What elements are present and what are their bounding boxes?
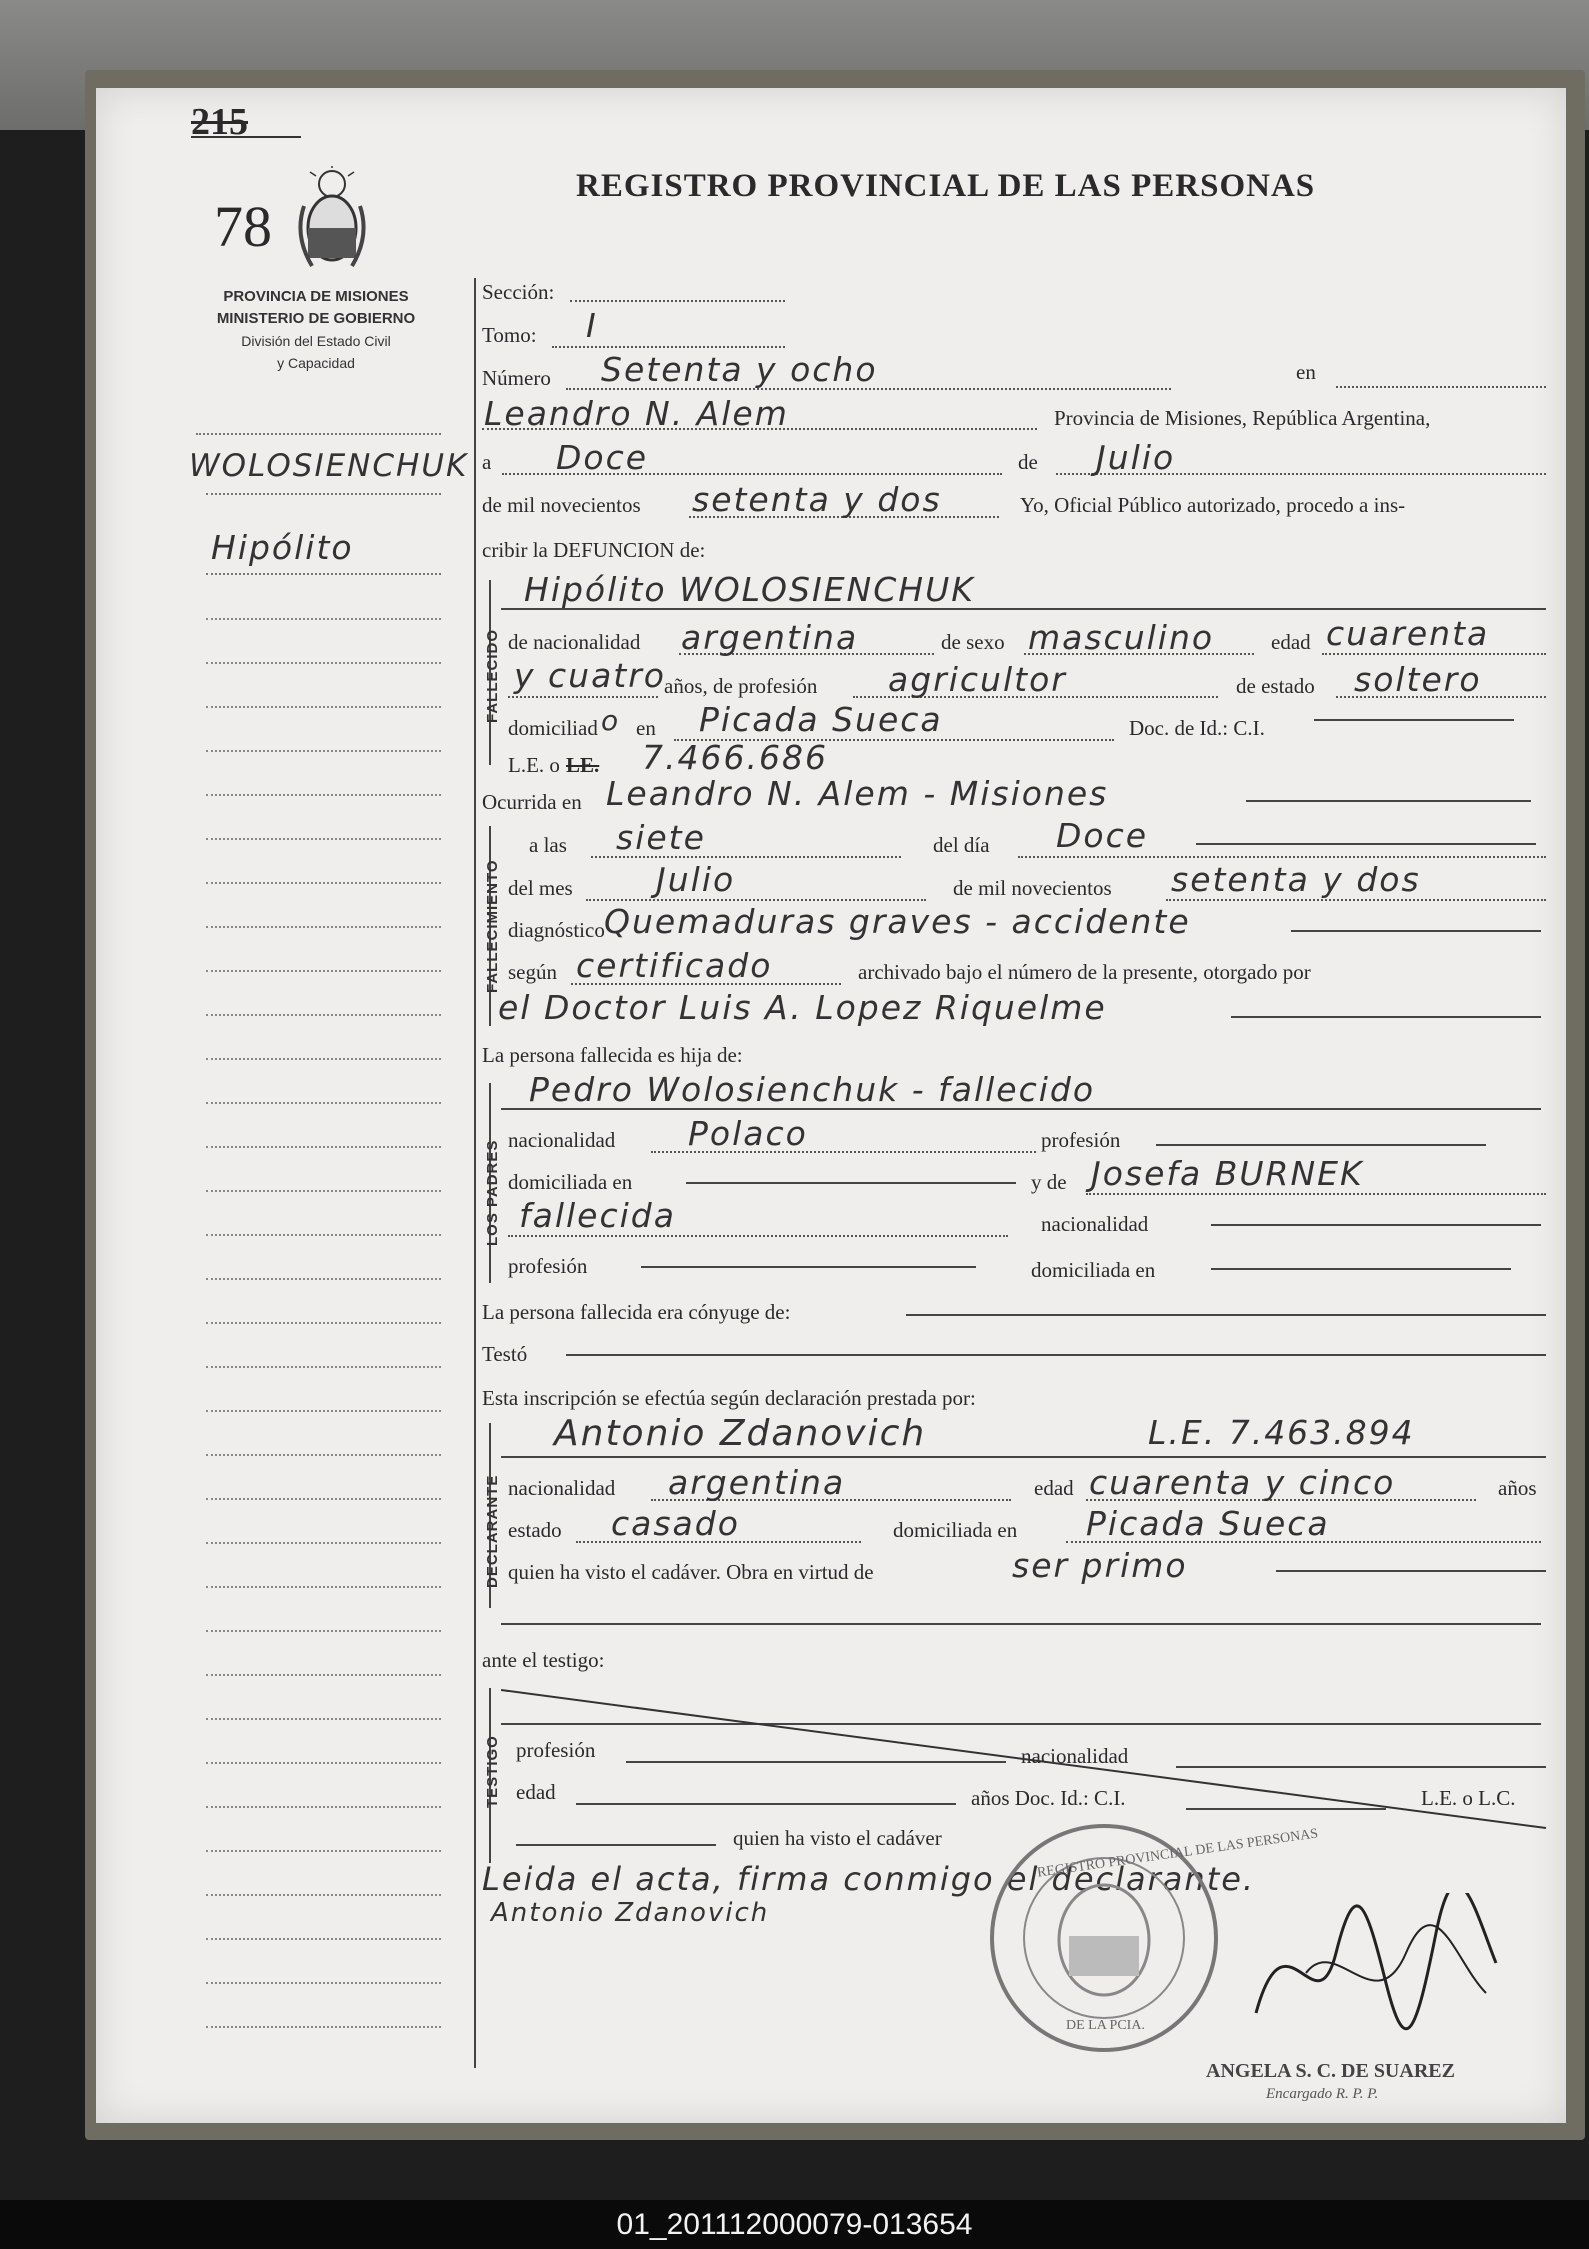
official-title: Encargado R. P. P. xyxy=(1266,2086,1379,2102)
margin-given-name: Hipólito xyxy=(211,528,354,567)
padres-side-label: LOS PADRES xyxy=(484,1139,501,1246)
medico-field[interactable] xyxy=(1231,1016,1541,1018)
closing-statement: Leida el acta, firma conmigo el declarante. xyxy=(482,1860,1256,1898)
doc-id-label: Doc. de Id.: C.I. xyxy=(1129,716,1265,740)
declarante-side-label: DECLARANTE xyxy=(484,1474,501,1588)
edad-value-cont: y cuatro xyxy=(514,656,666,695)
margin-rule xyxy=(206,706,441,708)
margin-rule xyxy=(206,1586,441,1588)
sexo-value: masculino xyxy=(1028,618,1215,657)
mes-value: Julio xyxy=(1096,438,1176,477)
margin-rule xyxy=(206,1058,441,1060)
lugar-value: Leandro N. Alem xyxy=(484,394,789,433)
margin-rule xyxy=(206,882,441,884)
declarante-le-value: L.E. 7.463.894 xyxy=(1148,1413,1415,1452)
margin-rule xyxy=(206,573,441,575)
medico-value: el Doctor Luis A. Lopez Riquelme xyxy=(498,988,1107,1027)
a-las-label: a las xyxy=(529,833,567,857)
vinculo-value: ser primo xyxy=(1012,1546,1188,1585)
tomo-value: I xyxy=(586,306,598,345)
segun-value: certificado xyxy=(576,946,773,985)
margin-rule xyxy=(206,1982,441,1984)
margin-rule xyxy=(206,750,441,752)
de-mil-nov-label: de mil novecientos xyxy=(953,876,1112,900)
struck-page-number: 215 xyxy=(191,101,248,143)
en-field[interactable] xyxy=(1336,386,1546,388)
margin-rule xyxy=(206,1454,441,1456)
dia-muerte-rule xyxy=(1196,843,1536,845)
profesion-label: años, de profesión xyxy=(664,674,818,698)
margin-rule xyxy=(206,1102,441,1104)
testigo-doc-label: años Doc. Id.: C.I. xyxy=(971,1786,1126,1810)
madre-nac-field[interactable] xyxy=(1211,1224,1541,1226)
testigo-side-label: TESTIGO xyxy=(484,1735,501,1808)
le-struck: LE. xyxy=(566,753,600,777)
estado-label: de estado xyxy=(1236,674,1315,698)
testo-label: Testó xyxy=(482,1342,528,1366)
domiciliada-padre-label: domiciliada en xyxy=(508,1170,633,1194)
ocurrida-value: Leandro N. Alem - Misiones xyxy=(606,774,1109,813)
de-mil-label: de mil novecientos xyxy=(482,493,641,517)
cribir-text: cribir la DEFUNCION de: xyxy=(482,538,706,562)
diagnostico-value: Quemaduras graves - accidente xyxy=(604,902,1191,941)
dia-muerte-value: Doce xyxy=(1056,816,1149,855)
declaracion-label: Esta inscripción se efectúa según declaración prestada por: xyxy=(482,1386,976,1410)
column-divider xyxy=(474,278,476,2068)
office-line: División del Estado Civil xyxy=(241,333,391,349)
margin-rule xyxy=(206,926,441,928)
vinculo-field[interactable] xyxy=(1276,1570,1546,1572)
tomo-field[interactable] xyxy=(552,346,785,348)
numero-label: Número xyxy=(482,366,551,390)
margin-rule xyxy=(206,1278,441,1280)
margin-rule xyxy=(206,1806,441,1808)
margin-rule xyxy=(206,1014,441,1016)
edad-field[interactable] xyxy=(1322,653,1546,655)
a-label: a xyxy=(482,450,492,474)
testigo-cadaver-label: quien ha visto el cadáver xyxy=(733,1826,942,1850)
madre-domicilio-field[interactable] xyxy=(1211,1268,1511,1270)
mes-muerte-field[interactable] xyxy=(586,899,926,901)
madre-field[interactable] xyxy=(1086,1193,1546,1195)
declarante-field[interactable] xyxy=(501,1456,1546,1458)
profesion-madre-label: profesión xyxy=(508,1254,588,1278)
del-mes-label: del mes xyxy=(508,876,573,900)
margin-rule xyxy=(206,1938,441,1940)
page-title: REGISTRO PROVINCIAL DE LAS PERSONAS xyxy=(576,168,1316,204)
del-dia-label: del día xyxy=(933,833,990,857)
margin-rule xyxy=(206,970,441,972)
testigo-le-label: L.E. o L.C. xyxy=(1421,1786,1516,1810)
padre-domicilio-field[interactable] xyxy=(686,1182,1016,1184)
margin-rule xyxy=(206,1762,441,1764)
le-value: 7.466.686 xyxy=(642,738,828,777)
domiciliado-suffix: o xyxy=(601,704,621,737)
y-de-label: y de xyxy=(1031,1170,1067,1194)
file-caption: 01_201112000079-013654 xyxy=(0,2200,1589,2249)
margin-surname: WOLOSIENCHUK xyxy=(189,448,469,484)
provincia-label: Provincia de Misiones, República Argentina, xyxy=(1054,406,1431,430)
decl-nac-value: argentina xyxy=(668,1463,846,1502)
ante-testigo-label: ante el testigo: xyxy=(482,1648,605,1672)
office-block xyxy=(196,286,436,374)
decl-nac-label: nacionalidad xyxy=(508,1476,616,1500)
anio-muerte-value: setenta y dos xyxy=(1171,860,1421,899)
margin-rule xyxy=(206,1146,441,1148)
madre-estado-field[interactable] xyxy=(508,1235,1008,1237)
estado-value: soltero xyxy=(1354,660,1482,699)
anio-value: setenta y dos xyxy=(692,480,942,519)
fallecimiento-side-label: FALLECIMIENTO xyxy=(484,859,501,993)
profesion-value: agricultor xyxy=(888,660,1067,699)
diagnostico-label: diagnóstico xyxy=(508,918,605,942)
madre-estado-value: fallecida xyxy=(519,1196,676,1235)
padre-field[interactable] xyxy=(501,1108,1541,1110)
decl-estado-value: casado xyxy=(611,1504,740,1543)
margin-rule xyxy=(206,1894,441,1896)
hora-value: siete xyxy=(616,818,706,857)
mes-muerte-value: Julio xyxy=(656,860,736,899)
margin-rule xyxy=(206,1190,441,1192)
margin-rule xyxy=(206,1630,441,1632)
margin-rule xyxy=(206,838,441,840)
margin-rule xyxy=(206,1410,441,1412)
en-label: en xyxy=(636,716,656,740)
testo-field[interactable] xyxy=(566,1354,1546,1356)
office-line: MINISTERIO DE GOBIERNO xyxy=(216,310,416,327)
register-page xyxy=(96,88,1566,2123)
margin-rule xyxy=(206,493,441,495)
nacionalidad-madre-label: nacionalidad xyxy=(1041,1212,1149,1236)
testigo-profesion-label: profesión xyxy=(516,1738,596,1762)
margin-rule xyxy=(206,2026,441,2028)
testigo-edad-label: edad xyxy=(516,1780,556,1804)
sexo-label: de sexo xyxy=(941,630,1005,654)
ocurrida-label: Ocurrida en xyxy=(482,790,582,814)
anio-muerte-field[interactable] xyxy=(1166,899,1546,901)
coat-of-arms-icon xyxy=(292,166,372,281)
ocurrida-field[interactable] xyxy=(1246,800,1531,802)
numero-value: Setenta y ocho xyxy=(601,350,878,389)
domiciliada-madre-label: domiciliada en xyxy=(1031,1258,1156,1282)
segun-label: según xyxy=(508,960,557,984)
nacionalidad-label: de nacionalidad xyxy=(508,630,641,654)
decl-edad-value: cuarenta y cinco xyxy=(1089,1463,1396,1502)
fallecido-side-label: FALLECIDO xyxy=(484,629,501,723)
testigo-nac-label: nacionalidad xyxy=(1021,1744,1129,1768)
profesion-padre-label: profesión xyxy=(1041,1128,1121,1152)
dia-value: Doce xyxy=(556,438,649,477)
decl-estado-label: estado xyxy=(508,1518,562,1542)
decl-edad-label: edad xyxy=(1034,1476,1074,1500)
margin-rule xyxy=(206,1498,441,1500)
margin-rule xyxy=(206,1234,441,1236)
margin-rule xyxy=(206,662,441,664)
conyuge-label: La persona fallecida era cónyuge de: xyxy=(482,1300,791,1324)
stamp-text: REGISTRO PROVINCIAL DE LAS PERSONAS xyxy=(1036,1826,1320,1881)
edad-label: edad xyxy=(1271,630,1311,654)
margin-rule xyxy=(196,433,441,435)
office-line: PROVINCIA DE MISIONES xyxy=(223,288,409,305)
seccion-field[interactable] xyxy=(570,300,785,302)
declarante-value: Antonio Zdanovich xyxy=(554,1413,927,1454)
en-label: en xyxy=(1296,360,1316,384)
madre-profesion-field[interactable] xyxy=(641,1266,976,1268)
stamp-bottom-text: DE LA PCIA. xyxy=(1066,2018,1145,2033)
decl-domiciliada-label: domiciliada en xyxy=(893,1518,1018,1542)
declarant-signature: Antonio Zdanovich xyxy=(491,1898,770,1928)
tomo-label: Tomo: xyxy=(482,323,537,347)
official-name: ANGELA S. C. DE SUAREZ xyxy=(1206,2060,1455,2082)
oficial-text: Yo, Oficial Público autorizado, procedo a ins- xyxy=(1020,493,1406,517)
margin-rule xyxy=(206,1366,441,1368)
hija-de-label: La persona fallecida es hija de: xyxy=(482,1043,743,1067)
madre-value: Josefa BURNEK xyxy=(1091,1154,1364,1193)
vinculo-field-cont[interactable] xyxy=(501,1623,1541,1625)
domiciliado-label: domiciliad xyxy=(508,716,598,740)
official-signature-icon xyxy=(1246,1893,1506,2048)
archivado-text: archivado bajo el número de la presente, otorgado por xyxy=(858,960,1311,984)
diagnostico-field[interactable] xyxy=(1291,930,1541,932)
nacionalidad-value: argentina xyxy=(681,618,859,657)
margin-rule xyxy=(206,618,441,620)
de-label: de xyxy=(1018,450,1038,474)
margin-rule xyxy=(206,1718,441,1720)
padre-profesion-field[interactable] xyxy=(1156,1144,1486,1146)
ci-field[interactable] xyxy=(1314,719,1514,721)
deceased-name: Hipólito WOLOSIENCHUK xyxy=(524,570,975,609)
quien-cadaver-label: quien ha visto el cadáver. Obra en virtud de xyxy=(508,1560,874,1584)
folio-number: 78 xyxy=(214,194,272,259)
padre-value: Pedro Wolosienchuk - fallecido xyxy=(529,1070,1096,1109)
margin-rule xyxy=(206,794,441,796)
edad-field-cont[interactable] xyxy=(508,696,658,698)
margin-rule xyxy=(206,1674,441,1676)
margin-rule xyxy=(206,1850,441,1852)
nacionalidad-padre-label: nacionalidad xyxy=(508,1128,616,1152)
edad-value: cuarenta xyxy=(1326,614,1490,653)
dia-muerte-field[interactable] xyxy=(1018,856,1546,858)
domicilio-value: Picada Sueca xyxy=(699,700,943,739)
padre-nac-value: Polaco xyxy=(688,1114,808,1153)
office-line: y Capacidad xyxy=(277,355,355,371)
testigo-le-field[interactable] xyxy=(516,1844,716,1846)
decl-anos-label: años xyxy=(1498,1476,1537,1500)
conyuge-field[interactable] xyxy=(906,1314,1546,1316)
decl-domicilio-value: Picada Sueca xyxy=(1086,1504,1330,1543)
seccion-label: Sección: xyxy=(482,280,555,304)
le-label: L.E. o xyxy=(508,753,560,777)
name-field[interactable] xyxy=(501,608,1546,610)
page-number-rule xyxy=(191,136,301,138)
margin-rule xyxy=(206,1322,441,1324)
margin-rule xyxy=(206,1542,441,1544)
